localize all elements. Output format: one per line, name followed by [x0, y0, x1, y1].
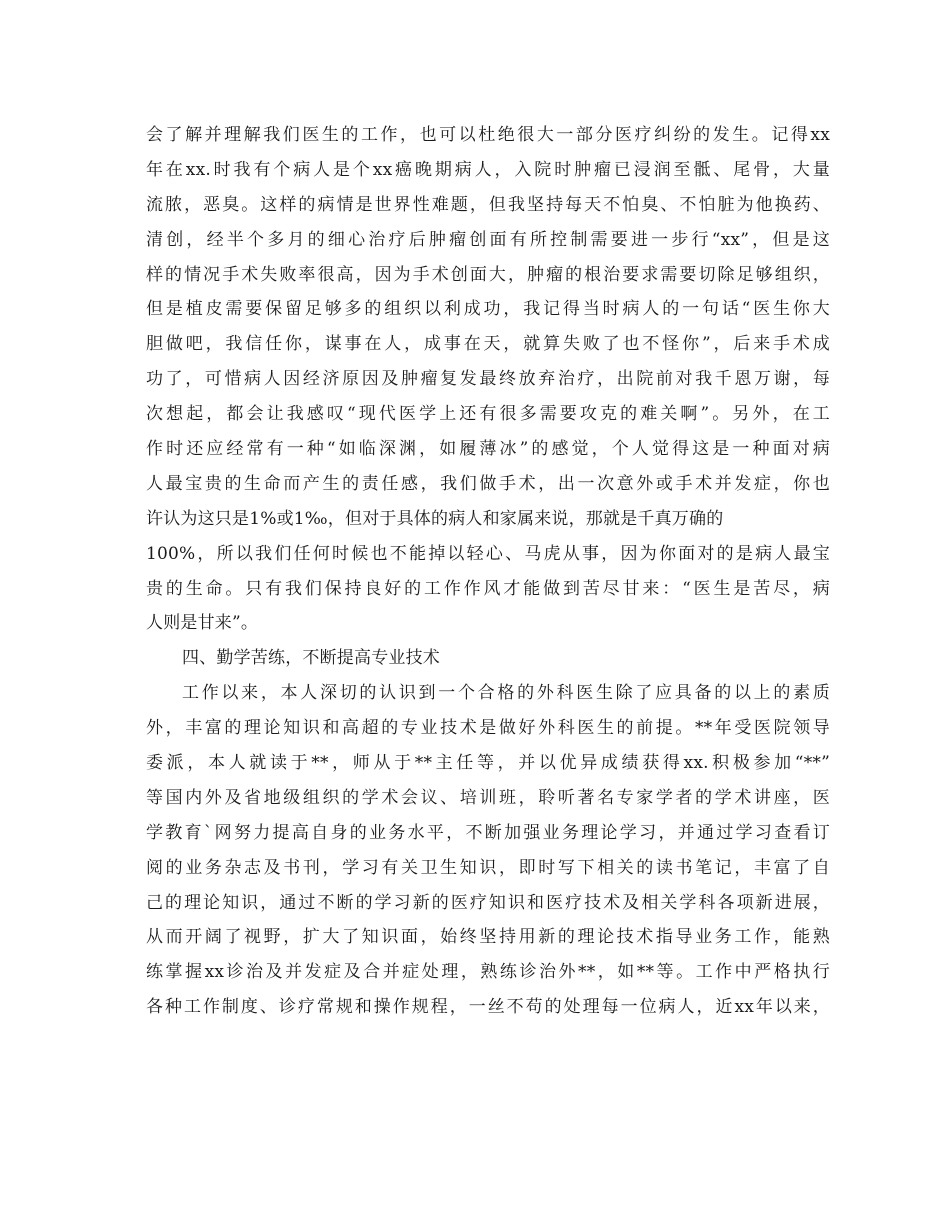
paragraph-line: 100%，所以我们任何时候也不能掉以轻心、马虎从事，因为你面对的是病人最宝 — [146, 543, 830, 564]
paragraph-line: 外，丰富的理论知识和高超的专业技术是做好外科医生的前提。**年受医院领导 — [146, 718, 830, 739]
paragraph-line: 流脓，恶臭。这样的病情是世界性难题，但我坚持每天不怕臭、不怕脏为他换药、 — [146, 194, 830, 215]
paragraph-line: 但是植皮需要保留足够多的组织以利成功，我记得当时病人的一句话“医生你大 — [146, 299, 830, 320]
paragraph-line: 次想起，都会让我感叹“现代医学上还有很多需要攻克的难关啊”。另外，在工 — [146, 404, 830, 425]
paragraph-line: 工作以来，本人深切的认识到一个合格的外科医生除了应具备的以上的素质 — [182, 683, 830, 704]
paragraph-line: 功了，可惜病人因经济原因及肿瘤复发最终放弃治疗，出院前对我千恩万谢，每 — [146, 369, 830, 390]
paragraph-line: 人最宝贵的生命而产生的责任感，我们做手术，出一次意外或手术并发症，你也 — [146, 473, 830, 494]
paragraph-line: 等国内外及省地级组织的学术会议、培训班，聆听著名专家学者的学术讲座，医 — [146, 787, 830, 808]
paragraph-line: 胆做吧，我信任你，谋事在人，成事在天，就算失败了也不怪你”，后来手术成 — [146, 334, 830, 355]
paragraph-line: 样的情况手术失败率很高，因为手术创面大，肿瘤的根治要求需要切除足够组织， — [146, 264, 830, 285]
paragraph-line: 人则是甘来”。 — [146, 613, 259, 634]
paragraph-line: 己的理论知识，通过不断的学习新的医疗知识和医疗技术及相关学科各项新进展， — [146, 892, 830, 913]
paragraph-line: 各种工作制度、诊疗常规和操作规程，一丝不苟的处理每一位病人，近xx年以来， — [146, 997, 830, 1018]
paragraph-line: 委派，本人就读于**，师从于**主任等，并以优异成绩获得xx.积极参加“**” — [146, 753, 830, 774]
paragraph-line: 会了解并理解我们医生的工作，也可以杜绝很大一部分医疗纠纷的发生。记得xx — [146, 125, 830, 145]
paragraph-line: 清创，经半个多月的细心治疗后肿瘤创面有所控制需要进一步行“xx”，但是这 — [146, 229, 830, 250]
paragraph-line: 阅的业务杂志及书刊，学习有关卫生知识，即时写下相关的读书笔记，丰富了自 — [146, 857, 830, 878]
paragraph-line: 作时还应经常有一种“如临深渊，如履薄冰”的感觉，个人觉得这是一种面对病 — [146, 439, 830, 460]
paragraph-line: 年在xx.时我有个病人是个xx癌晚期病人，入院时肿瘤已浸润至骶、尾骨，大量 — [146, 159, 830, 180]
paragraph-line: 从而开阔了视野，扩大了知识面，始终坚持用新的理论技术指导业务工作，能熟 — [146, 927, 830, 948]
paragraph-line: 练掌握xx诊治及并发症及合并症处理，熟练诊治外**，如**等。工作中严格执行 — [146, 962, 830, 983]
paragraph-line: 许认为这只是1%或1‰，但对于具体的病人和家属来说，那就是千真万确的 — [146, 508, 724, 529]
section-heading: 四、勤学苦练，不断提高专业技术 — [182, 648, 440, 669]
paragraph-line: 学教育`网努力提高自身的业务水平，不断加强业务理论学习，并通过学习查看订 — [146, 822, 830, 843]
paragraph-line: 贵的生命。只有我们保持良好的工作作风才能做到苦尽甘来：“医生是苦尽，病 — [146, 578, 830, 599]
body-text — [146, 118, 830, 1025]
